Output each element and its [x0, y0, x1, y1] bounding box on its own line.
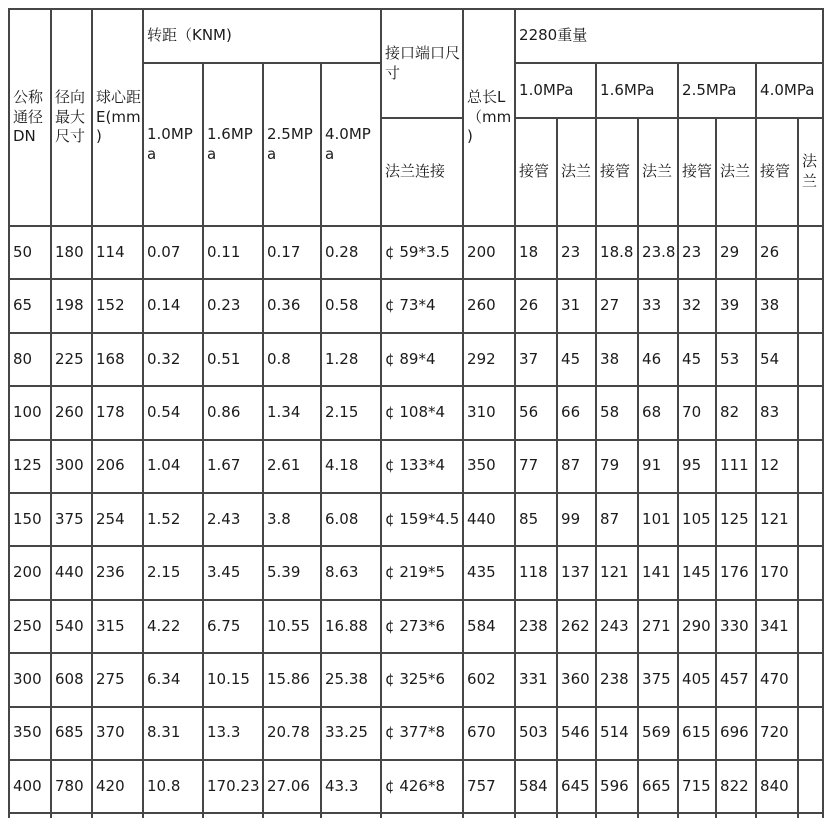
table-cell [557, 813, 596, 818]
table-cell: 8.31 [143, 707, 203, 760]
table-cell: 45 [678, 333, 716, 386]
table-cell: 300 [9, 653, 51, 706]
header-weight-4.0mpa: 4.0MPa [756, 63, 823, 118]
table-cell: 1.34 [263, 386, 321, 439]
table-cell: 405 [678, 653, 716, 706]
table-header [9, 9, 823, 226]
table-cell: 341 [756, 600, 798, 653]
table-cell [756, 813, 798, 818]
table-cell [321, 813, 381, 818]
table-row [9, 653, 823, 706]
table-cell: 53 [716, 333, 756, 386]
header-flange-1.0mpa: 法兰 [557, 118, 596, 226]
table-cell: 275 [92, 653, 143, 706]
table-cell [798, 226, 823, 279]
table-cell: ¢ 73*4 [381, 279, 463, 332]
table-row [9, 386, 823, 439]
table-cell: 400 [9, 760, 51, 813]
table-cell: 602 [463, 653, 515, 706]
table-cell: 20.78 [263, 707, 321, 760]
table-cell [798, 279, 823, 332]
table-cell: 540 [51, 600, 92, 653]
table-cell: ¢ 325*6 [381, 653, 463, 706]
table-cell: 56 [515, 386, 557, 439]
table-cell: 238 [596, 653, 638, 706]
header-torque-group: 转距（KNM) [143, 9, 381, 63]
table-row [9, 493, 823, 546]
table-cell: 315 [92, 600, 143, 653]
table-cell: 370 [92, 707, 143, 760]
header-torque-4.0mpa: 4.0MPa [321, 63, 381, 226]
header-pipe-2.5mpa: 接管 [678, 118, 716, 226]
header-torque-1.0mpa: 1.0MPa [143, 63, 203, 226]
table-cell: 85 [515, 493, 557, 546]
table-cell: 2.15 [143, 546, 203, 599]
table-cell: 68 [638, 386, 678, 439]
table-cell: 83 [756, 386, 798, 439]
table-cell: 350 [463, 440, 515, 493]
table-cell: 79 [596, 440, 638, 493]
table-cell: 45 [557, 333, 596, 386]
table-cell: 198 [51, 279, 92, 332]
table-cell: 23.8 [638, 226, 678, 279]
table-cell: 1.67 [203, 440, 263, 493]
header-torque-1.6mpa: 1.6MPa [203, 63, 263, 226]
table-cell: 101 [638, 493, 678, 546]
table-row [9, 707, 823, 760]
table-cell: 0.86 [203, 386, 263, 439]
table-cell: 0.58 [321, 279, 381, 332]
table-cell: 584 [515, 760, 557, 813]
header-dn: 公称通径DN [9, 9, 51, 226]
table-cell: 65 [9, 279, 51, 332]
header-ball-center: 球心距E(mm) [92, 9, 143, 226]
table-cell: 170 [756, 546, 798, 599]
table-cell: 13.3 [203, 707, 263, 760]
table-cell [798, 386, 823, 439]
table-cell: 696 [716, 707, 756, 760]
table-cell: 10.8 [143, 760, 203, 813]
table-cell: 33.25 [321, 707, 381, 760]
table-cell: 200 [463, 226, 515, 279]
table-cell: 168 [92, 333, 143, 386]
table-cell: 645 [557, 760, 596, 813]
table-cell: 6.34 [143, 653, 203, 706]
table-cell: 250 [9, 600, 51, 653]
table-cell: 670 [463, 707, 515, 760]
table-cell: 292 [463, 333, 515, 386]
table-cell: 80 [9, 333, 51, 386]
table-cell: 514 [596, 707, 638, 760]
table-cell [263, 813, 321, 818]
table-row [9, 440, 823, 493]
table-cell: 715 [678, 760, 716, 813]
header-weight-group: 2280重量 [515, 9, 823, 63]
table-cell: 4.22 [143, 600, 203, 653]
table-cell: 0.36 [263, 279, 321, 332]
table-cell: 238 [515, 600, 557, 653]
table-cell: 290 [678, 600, 716, 653]
table-cell: 420 [92, 760, 143, 813]
table-row [9, 760, 823, 813]
table-row [9, 279, 823, 332]
table-cell: 596 [596, 760, 638, 813]
table-cell: 310 [463, 386, 515, 439]
table-cell [463, 813, 515, 818]
table-cell [798, 546, 823, 599]
table-cell: ¢ 377*8 [381, 707, 463, 760]
table-cell: 99 [557, 493, 596, 546]
table-cell: 54 [756, 333, 798, 386]
table-cell: 503 [515, 707, 557, 760]
table-cell: 170.23 [203, 760, 263, 813]
table-cell: 3.45 [203, 546, 263, 599]
table-cell: 32 [678, 279, 716, 332]
table-cell [515, 813, 557, 818]
table-cell: 70 [678, 386, 716, 439]
table-row [9, 226, 823, 279]
table-cell: 27.06 [263, 760, 321, 813]
table-cell: 360 [557, 653, 596, 706]
table-cell: 0.11 [203, 226, 263, 279]
table-cell: 720 [756, 707, 798, 760]
header-weight-1.6mpa: 1.6MPa [596, 63, 678, 118]
table-cell: 114 [92, 226, 143, 279]
table-cell: 33 [638, 279, 678, 332]
table-cell [798, 600, 823, 653]
table-cell: 2.15 [321, 386, 381, 439]
table-cell: 0.51 [203, 333, 263, 386]
table-cell [381, 813, 463, 818]
table-cell: 121 [756, 493, 798, 546]
table-cell: 254 [92, 493, 143, 546]
table-cell: 260 [51, 386, 92, 439]
table-cell: 87 [596, 493, 638, 546]
table-cell: 546 [557, 707, 596, 760]
table-row [9, 600, 823, 653]
table-cell: 2.43 [203, 493, 263, 546]
table-row-cutoff [9, 813, 823, 818]
table-cell: 46 [638, 333, 678, 386]
table-cell: 26 [756, 226, 798, 279]
table-cell: 18 [515, 226, 557, 279]
table-cell: 95 [678, 440, 716, 493]
table-cell: ¢ 273*6 [381, 600, 463, 653]
table-cell: ¢ 133*4 [381, 440, 463, 493]
table-cell: 125 [9, 440, 51, 493]
table-cell: 111 [716, 440, 756, 493]
table-cell: 5.39 [263, 546, 321, 599]
table-cell: 0.23 [203, 279, 263, 332]
table-cell: 300 [51, 440, 92, 493]
header-weight-2.5mpa: 2.5MPa [678, 63, 756, 118]
table-cell: 16.88 [321, 600, 381, 653]
table-cell: 23 [678, 226, 716, 279]
table-cell [143, 813, 203, 818]
table-cell: 840 [756, 760, 798, 813]
table-cell: ¢ 219*5 [381, 546, 463, 599]
table-row [9, 546, 823, 599]
table-cell: 77 [515, 440, 557, 493]
table-cell [638, 813, 678, 818]
table-cell: 685 [51, 707, 92, 760]
table-cell: ¢ 89*4 [381, 333, 463, 386]
table-cell: 137 [557, 546, 596, 599]
table-cell: 584 [463, 600, 515, 653]
table-cell: 118 [515, 546, 557, 599]
table-cell: 31 [557, 279, 596, 332]
table-cell: 37 [515, 333, 557, 386]
table-cell: 66 [557, 386, 596, 439]
table-cell: 43.3 [321, 760, 381, 813]
table-cell: 330 [716, 600, 756, 653]
header-weight-1.0mpa: 1.0MPa [515, 63, 596, 118]
table-cell: 200 [9, 546, 51, 599]
header-port-size: 接口端口尺寸 [381, 9, 463, 118]
table-cell: 8.63 [321, 546, 381, 599]
table-cell [203, 813, 263, 818]
table-cell: 262 [557, 600, 596, 653]
table-cell [798, 760, 823, 813]
header-pipe-1.0mpa: 接管 [515, 118, 557, 226]
table-cell: 25.38 [321, 653, 381, 706]
table-cell: 50 [9, 226, 51, 279]
header-torque-2.5mpa: 2.5MPa [263, 63, 321, 226]
table-cell: 615 [678, 707, 716, 760]
table-cell: 27 [596, 279, 638, 332]
table-cell: 236 [92, 546, 143, 599]
table-cell: 0.28 [321, 226, 381, 279]
table-cell: 440 [51, 546, 92, 599]
table-row [9, 333, 823, 386]
table-cell: 58 [596, 386, 638, 439]
table-cell: 375 [51, 493, 92, 546]
table-cell: 331 [515, 653, 557, 706]
table-cell: 350 [9, 707, 51, 760]
table-cell: ¢ 426*8 [381, 760, 463, 813]
table-cell: 0.32 [143, 333, 203, 386]
table-cell: 569 [638, 707, 678, 760]
header-total-length: 总长L（mm) [463, 9, 515, 226]
table-cell: 10.15 [203, 653, 263, 706]
table-cell: 435 [463, 546, 515, 599]
table-cell: 105 [678, 493, 716, 546]
table-cell [798, 653, 823, 706]
spec-table [8, 8, 824, 818]
table-cell: 38 [596, 333, 638, 386]
table-cell: 145 [678, 546, 716, 599]
table-cell: 0.07 [143, 226, 203, 279]
table-cell: 23 [557, 226, 596, 279]
table-cell: 12 [756, 440, 798, 493]
table-cell: 10.55 [263, 600, 321, 653]
table-cell: ¢ 108*4 [381, 386, 463, 439]
table-cell: 0.14 [143, 279, 203, 332]
table-cell: 225 [51, 333, 92, 386]
header-flange-2.5mpa: 法兰 [716, 118, 756, 226]
table-cell: 780 [51, 760, 92, 813]
header-pipe-4.0mpa: 接管 [756, 118, 798, 226]
table-cell [678, 813, 716, 818]
table-cell: 39 [716, 279, 756, 332]
table-cell [51, 813, 92, 818]
table-cell [798, 493, 823, 546]
table-cell: 457 [716, 653, 756, 706]
table-cell: 150 [9, 493, 51, 546]
table-cell: 206 [92, 440, 143, 493]
table-cell [92, 813, 143, 818]
header-radial-max: 径向最大尺寸 [51, 9, 92, 226]
table-cell: 6.08 [321, 493, 381, 546]
header-flange-4.0mpa: 法兰 [798, 118, 823, 226]
header-pipe-1.6mpa: 接管 [596, 118, 638, 226]
table-cell: 29 [716, 226, 756, 279]
table-cell [798, 440, 823, 493]
table-cell [716, 813, 756, 818]
table-cell: 180 [51, 226, 92, 279]
table-cell: 2.61 [263, 440, 321, 493]
table-cell: 18.8 [596, 226, 638, 279]
table-cell: 608 [51, 653, 92, 706]
table-cell: 152 [92, 279, 143, 332]
table-cell: 3.8 [263, 493, 321, 546]
table-cell: 440 [463, 493, 515, 546]
table-cell: ¢ 59*3.5 [381, 226, 463, 279]
table-cell [798, 707, 823, 760]
table-cell: 243 [596, 600, 638, 653]
table-cell: 26 [515, 279, 557, 332]
table-cell: 0.17 [263, 226, 321, 279]
table-cell: 260 [463, 279, 515, 332]
table-cell: 38 [756, 279, 798, 332]
header-flange-connection: 法兰连接 [381, 118, 463, 226]
table-cell: 15.86 [263, 653, 321, 706]
table-cell: 375 [638, 653, 678, 706]
table-cell: 271 [638, 600, 678, 653]
table-cell: 470 [756, 653, 798, 706]
table-cell: 176 [716, 546, 756, 599]
table-cell: 125 [716, 493, 756, 546]
table-cell: 822 [716, 760, 756, 813]
table-cell: 91 [638, 440, 678, 493]
table-cell [9, 813, 51, 818]
table-cell: 1.52 [143, 493, 203, 546]
table-cell [798, 333, 823, 386]
table-cell: 0.54 [143, 386, 203, 439]
table-cell: 87 [557, 440, 596, 493]
table-cell: 757 [463, 760, 515, 813]
table-cell: 141 [638, 546, 678, 599]
table-body [9, 226, 823, 818]
table-cell: 82 [716, 386, 756, 439]
table-cell: 100 [9, 386, 51, 439]
table-cell: 6.75 [203, 600, 263, 653]
table-cell: 1.04 [143, 440, 203, 493]
table-cell: 178 [92, 386, 143, 439]
table-cell: 1.28 [321, 333, 381, 386]
table-cell: ¢ 159*4.5 [381, 493, 463, 546]
table-cell [596, 813, 638, 818]
header-flange-1.6mpa: 法兰 [638, 118, 678, 226]
table-cell [798, 813, 823, 818]
table-cell: 0.8 [263, 333, 321, 386]
table-cell: 665 [638, 760, 678, 813]
table-cell: 121 [596, 546, 638, 599]
table-cell: 4.18 [321, 440, 381, 493]
